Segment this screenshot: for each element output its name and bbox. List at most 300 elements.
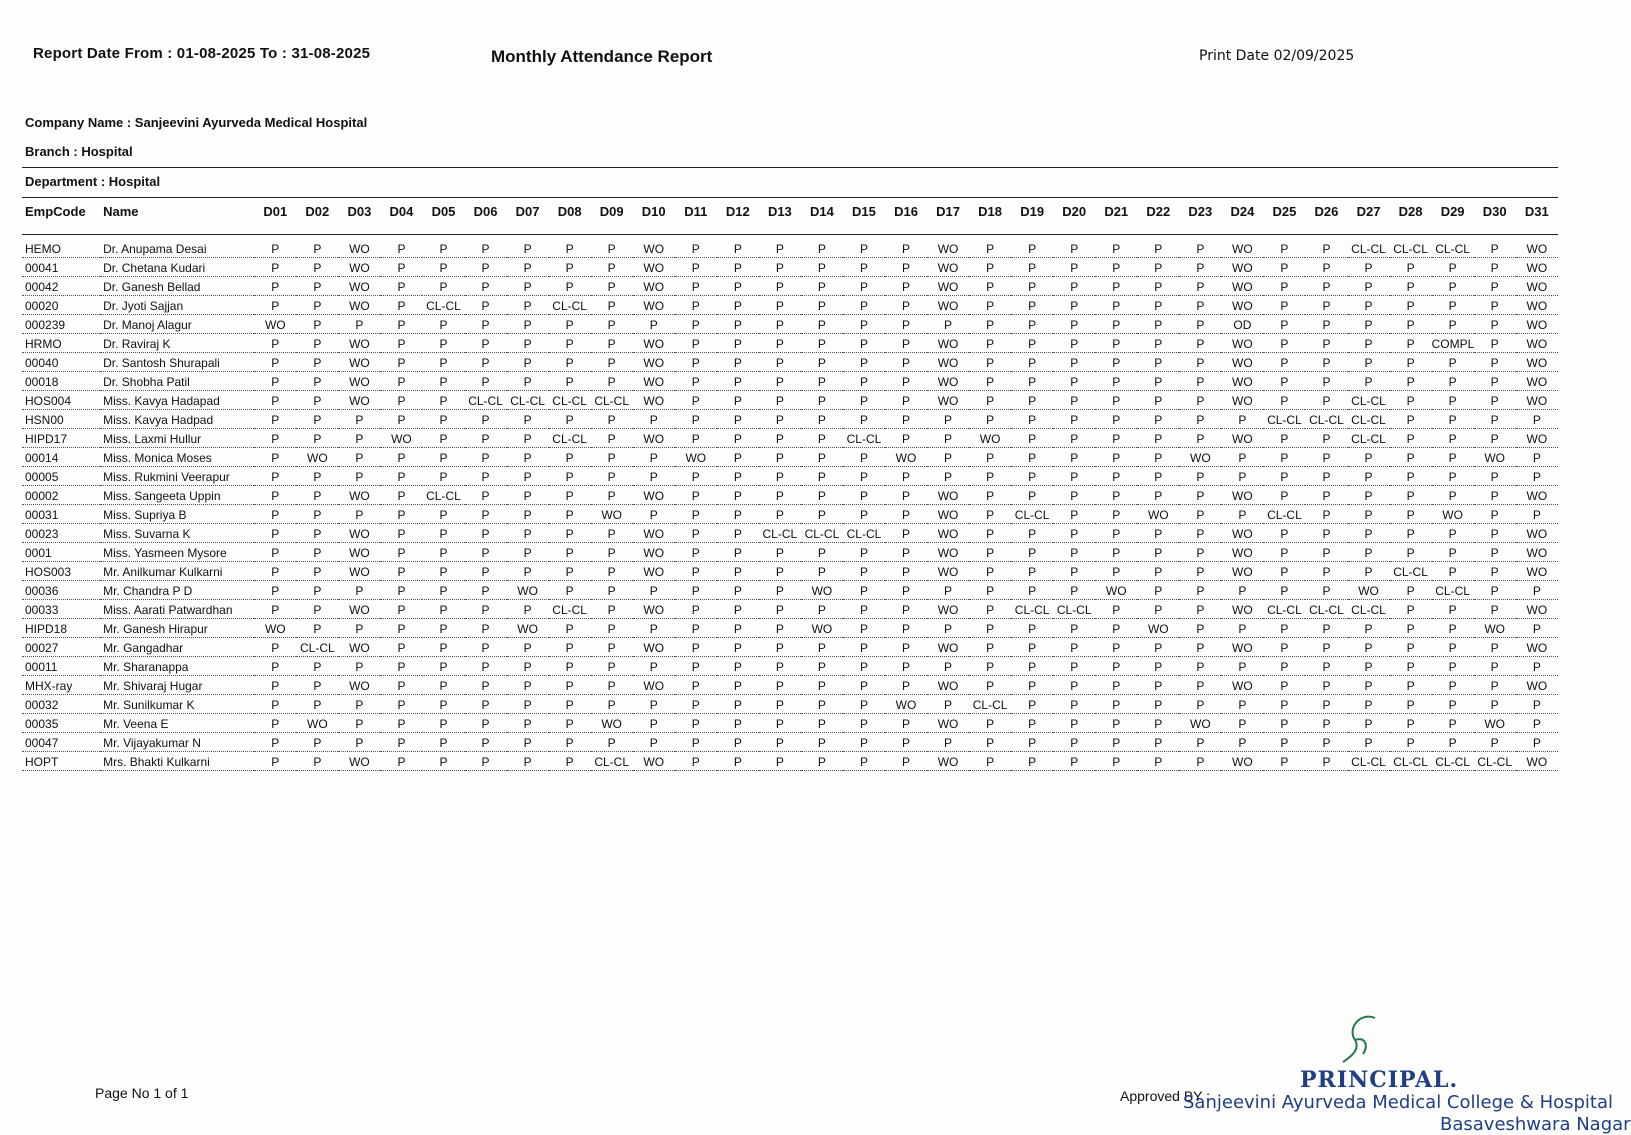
attendance-cell: P xyxy=(675,315,717,334)
attendance-cell: WO xyxy=(296,714,338,733)
attendance-cell: P xyxy=(591,410,633,429)
attendance-cell: WO xyxy=(338,600,380,619)
attendance-cell: OD xyxy=(1221,315,1263,334)
attendance-cell: P xyxy=(507,600,549,619)
attendance-cell: P xyxy=(843,277,885,296)
emp-name-cell: Dr. Manoj Alagur xyxy=(100,315,254,334)
attendance-cell: P xyxy=(1137,657,1179,676)
attendance-cell: P xyxy=(675,524,717,543)
attendance-cell: P xyxy=(1474,657,1516,676)
attendance-cell: CL-CL xyxy=(1390,752,1432,771)
attendance-cell: WO xyxy=(633,391,675,410)
attendance-cell: P xyxy=(675,239,717,258)
attendance-cell: P xyxy=(380,410,422,429)
col-header-day: D10 xyxy=(633,202,675,235)
col-header-empcode: EmpCode xyxy=(22,202,100,235)
attendance-cell: WO xyxy=(1516,258,1558,277)
emp-name-cell: Miss. Monica Moses xyxy=(100,448,254,467)
attendance-cell: P xyxy=(1516,714,1558,733)
attendance-cell: P xyxy=(422,334,464,353)
attendance-cell: P xyxy=(507,277,549,296)
attendance-cell: P xyxy=(422,524,464,543)
attendance-cell: P xyxy=(549,410,591,429)
attendance-cell: P xyxy=(465,714,507,733)
attendance-cell: P xyxy=(717,486,759,505)
attendance-cell: P xyxy=(380,581,422,600)
attendance-cell: P xyxy=(675,733,717,752)
attendance-cell: P xyxy=(1474,676,1516,695)
attendance-cell: WO xyxy=(633,277,675,296)
attendance-cell: WO xyxy=(927,296,969,315)
attendance-cell: P xyxy=(675,410,717,429)
attendance-cell: P xyxy=(465,353,507,372)
attendance-cell: P xyxy=(1348,524,1390,543)
attendance-cell: P xyxy=(1137,562,1179,581)
attendance-cell: P xyxy=(885,334,927,353)
attendance-cell: P xyxy=(969,752,1011,771)
attendance-cell: P xyxy=(1263,562,1305,581)
attendance-cell: P xyxy=(1305,315,1347,334)
emp-name-cell: Dr. Ganesh Bellad xyxy=(100,277,254,296)
attendance-cell: P xyxy=(1348,657,1390,676)
col-header-day: D24 xyxy=(1221,202,1263,235)
report-date-range: Report Date From : 01-08-2025 To : 31-08-2025 xyxy=(33,45,371,62)
attendance-cell: P xyxy=(591,657,633,676)
attendance-cell: CL-CL xyxy=(549,296,591,315)
attendance-cell: P xyxy=(969,505,1011,524)
attendance-cell: P xyxy=(1432,524,1474,543)
table-row xyxy=(22,315,1558,334)
attendance-cell: P xyxy=(927,695,969,714)
attendance-cell: P xyxy=(1305,619,1347,638)
attendance-cell: P xyxy=(1263,296,1305,315)
attendance-cell: P xyxy=(296,676,338,695)
attendance-cell: P xyxy=(380,562,422,581)
emp-code-cell: 00041 xyxy=(22,258,100,277)
attendance-cell: P xyxy=(1221,448,1263,467)
attendance-cell: P xyxy=(717,543,759,562)
attendance-cell: P xyxy=(801,467,843,486)
attendance-cell: P xyxy=(1390,315,1432,334)
attendance-cell: P xyxy=(1221,714,1263,733)
attendance-cell: P xyxy=(801,315,843,334)
attendance-cell: WO xyxy=(633,334,675,353)
attendance-cell: P xyxy=(1011,619,1053,638)
attendance-cell: P xyxy=(465,619,507,638)
emp-code-cell: HSN00 xyxy=(22,410,100,429)
attendance-cell: P xyxy=(549,752,591,771)
attendance-cell: P xyxy=(465,239,507,258)
attendance-cell: P xyxy=(549,505,591,524)
attendance-cell: P xyxy=(422,600,464,619)
table-body xyxy=(22,235,1558,771)
attendance-cell: P xyxy=(675,562,717,581)
attendance-cell: P xyxy=(1348,714,1390,733)
attendance-cell: P xyxy=(1011,676,1053,695)
attendance-cell: P xyxy=(254,752,296,771)
attendance-cell: P xyxy=(1137,277,1179,296)
attendance-cell: P xyxy=(465,448,507,467)
attendance-cell: WO xyxy=(1095,581,1137,600)
attendance-cell: P xyxy=(549,486,591,505)
attendance-cell: P xyxy=(717,391,759,410)
attendance-cell: P xyxy=(1432,315,1474,334)
attendance-cell: WO xyxy=(927,752,969,771)
attendance-cell: P xyxy=(1179,505,1221,524)
attendance-cell: WO xyxy=(1221,638,1263,657)
attendance-cell: WO xyxy=(1474,619,1516,638)
attendance-cell: CL-CL xyxy=(801,524,843,543)
attendance-cell: P xyxy=(1053,714,1095,733)
attendance-cell: P xyxy=(591,315,633,334)
attendance-cell: P xyxy=(254,296,296,315)
attendance-cell: WO xyxy=(633,239,675,258)
attendance-cell: WO xyxy=(633,524,675,543)
attendance-cell: P xyxy=(1516,410,1558,429)
attendance-cell: P xyxy=(843,714,885,733)
attendance-cell: P xyxy=(1263,467,1305,486)
attendance-cell: P xyxy=(507,467,549,486)
attendance-cell: P xyxy=(296,486,338,505)
attendance-cell: P xyxy=(759,239,801,258)
attendance-cell: P xyxy=(1137,258,1179,277)
attendance-cell: WO xyxy=(1516,676,1558,695)
attendance-cell: P xyxy=(422,258,464,277)
attendance-cell: P xyxy=(1305,372,1347,391)
attendance-cell: P xyxy=(1095,695,1137,714)
attendance-cell: WO xyxy=(927,334,969,353)
attendance-cell: P xyxy=(801,657,843,676)
attendance-cell: P xyxy=(254,467,296,486)
attendance-cell: P xyxy=(1179,600,1221,619)
attendance-cell: P xyxy=(1053,733,1095,752)
attendance-cell: P xyxy=(801,429,843,448)
attendance-cell: P xyxy=(1516,581,1558,600)
attendance-cell: CL-CL xyxy=(422,296,464,315)
attendance-cell: WO xyxy=(1221,391,1263,410)
attendance-cell: P xyxy=(254,372,296,391)
attendance-cell: P xyxy=(1179,486,1221,505)
attendance-cell: P xyxy=(1095,239,1137,258)
attendance-cell: P xyxy=(675,467,717,486)
attendance-cell: P xyxy=(969,619,1011,638)
attendance-cell: P xyxy=(1137,581,1179,600)
emp-name-cell: Dr. Jyoti Sajjan xyxy=(100,296,254,315)
attendance-cell: P xyxy=(1474,733,1516,752)
attendance-cell: P xyxy=(1221,733,1263,752)
attendance-cell: P xyxy=(1263,638,1305,657)
attendance-cell: P xyxy=(717,410,759,429)
attendance-cell: P xyxy=(549,467,591,486)
attendance-cell: P xyxy=(969,524,1011,543)
attendance-cell: P xyxy=(675,752,717,771)
attendance-cell: P xyxy=(801,733,843,752)
attendance-cell: P xyxy=(633,581,675,600)
attendance-cell: P xyxy=(549,638,591,657)
col-header-day: D01 xyxy=(254,202,296,235)
attendance-cell: P xyxy=(296,334,338,353)
attendance-cell: P xyxy=(1432,486,1474,505)
attendance-cell: P xyxy=(759,467,801,486)
attendance-cell: P xyxy=(1474,353,1516,372)
attendance-cell: P xyxy=(759,714,801,733)
table-row xyxy=(22,581,1558,600)
attendance-cell: P xyxy=(591,695,633,714)
attendance-cell: P xyxy=(1348,467,1390,486)
attendance-cell: WO xyxy=(254,315,296,334)
attendance-cell: P xyxy=(1432,448,1474,467)
attendance-cell: P xyxy=(549,543,591,562)
attendance-cell: P xyxy=(1390,467,1432,486)
attendance-cell: P xyxy=(1095,391,1137,410)
attendance-cell: P xyxy=(254,676,296,695)
attendance-cell: WO xyxy=(338,543,380,562)
attendance-cell: P xyxy=(1221,619,1263,638)
attendance-cell: P xyxy=(843,410,885,429)
attendance-cell: CL-CL xyxy=(1474,752,1516,771)
attendance-cell: P xyxy=(1263,752,1305,771)
emp-code-cell: 00033 xyxy=(22,600,100,619)
attendance-cell: P xyxy=(969,391,1011,410)
attendance-cell: P xyxy=(801,505,843,524)
attendance-cell: P xyxy=(1474,334,1516,353)
attendance-cell: P xyxy=(843,334,885,353)
attendance-cell: P xyxy=(633,733,675,752)
attendance-cell: WO xyxy=(338,334,380,353)
attendance-cell: P xyxy=(549,315,591,334)
emp-code-cell: 00040 xyxy=(22,353,100,372)
attendance-cell: WO xyxy=(633,600,675,619)
attendance-cell: WO xyxy=(1474,448,1516,467)
attendance-cell: P xyxy=(1348,543,1390,562)
attendance-cell: P xyxy=(254,410,296,429)
emp-code-cell: HIPD17 xyxy=(22,429,100,448)
attendance-cell: P xyxy=(675,258,717,277)
attendance-cell: P xyxy=(338,315,380,334)
attendance-cell: P xyxy=(717,752,759,771)
attendance-cell: P xyxy=(1095,429,1137,448)
attendance-cell: WO xyxy=(633,486,675,505)
report-title: Monthly Attendance Report xyxy=(491,47,713,66)
attendance-cell: WO xyxy=(927,562,969,581)
attendance-cell: P xyxy=(1305,638,1347,657)
attendance-cell: P xyxy=(1348,353,1390,372)
print-date: Print Date 02/09/2025 xyxy=(1199,48,1355,64)
attendance-cell: P xyxy=(717,277,759,296)
attendance-cell: P xyxy=(1011,258,1053,277)
attendance-cell: P xyxy=(1432,277,1474,296)
attendance-cell: P xyxy=(1221,695,1263,714)
attendance-cell: P xyxy=(1305,391,1347,410)
emp-name-cell: Miss. Laxmi Hullur xyxy=(100,429,254,448)
attendance-cell: P xyxy=(801,448,843,467)
attendance-cell: P xyxy=(717,448,759,467)
attendance-cell: P xyxy=(1011,467,1053,486)
attendance-cell: P xyxy=(1474,296,1516,315)
attendance-cell: P xyxy=(843,543,885,562)
attendance-cell: WO xyxy=(1221,600,1263,619)
page-number: Page No 1 of 1 xyxy=(95,1085,189,1101)
attendance-cell: P xyxy=(843,467,885,486)
attendance-cell: P xyxy=(1179,372,1221,391)
attendance-cell: P xyxy=(759,353,801,372)
attendance-cell: P xyxy=(254,581,296,600)
attendance-cell: WO xyxy=(1221,429,1263,448)
attendance-cell: CL-CL xyxy=(549,429,591,448)
attendance-cell: WO xyxy=(927,277,969,296)
attendance-cell: CL-CL xyxy=(1305,600,1347,619)
attendance-cell: P xyxy=(254,353,296,372)
attendance-cell: WO xyxy=(1221,372,1263,391)
attendance-cell: P xyxy=(801,391,843,410)
attendance-cell: WO xyxy=(885,695,927,714)
attendance-cell: P xyxy=(633,315,675,334)
attendance-cell: P xyxy=(675,676,717,695)
col-header-day: D30 xyxy=(1474,202,1516,235)
attendance-cell: WO xyxy=(633,562,675,581)
attendance-cell: WO xyxy=(1348,581,1390,600)
attendance-cell: P xyxy=(1137,486,1179,505)
emp-code-cell: HOPT xyxy=(22,752,100,771)
attendance-cell: P xyxy=(1011,486,1053,505)
attendance-cell: WO xyxy=(1516,296,1558,315)
attendance-cell: CL-CL xyxy=(1263,505,1305,524)
attendance-cell: P xyxy=(1474,543,1516,562)
attendance-cell: P xyxy=(1390,695,1432,714)
attendance-cell: P xyxy=(1011,714,1053,733)
col-header-day: D11 xyxy=(675,202,717,235)
attendance-cell: P xyxy=(1095,619,1137,638)
attendance-cell: P xyxy=(549,676,591,695)
attendance-cell: P xyxy=(1390,334,1432,353)
emp-code-cell: 00042 xyxy=(22,277,100,296)
col-header-day: D12 xyxy=(717,202,759,235)
table-row xyxy=(22,467,1558,486)
attendance-cell: CL-CL xyxy=(1348,239,1390,258)
attendance-cell: P xyxy=(633,505,675,524)
attendance-cell: P xyxy=(717,619,759,638)
attendance-cell: P xyxy=(885,258,927,277)
attendance-cell: WO xyxy=(338,277,380,296)
attendance-cell: P xyxy=(843,676,885,695)
table-row xyxy=(22,391,1558,410)
attendance-cell: P xyxy=(507,657,549,676)
attendance-cell: P xyxy=(1390,581,1432,600)
table-row xyxy=(22,410,1558,429)
attendance-cell: P xyxy=(717,467,759,486)
attendance-cell: P xyxy=(759,448,801,467)
attendance-cell: P xyxy=(675,505,717,524)
attendance-cell: P xyxy=(1263,695,1305,714)
attendance-cell: P xyxy=(885,581,927,600)
emp-name-cell: Dr. Raviraj K xyxy=(100,334,254,353)
attendance-cell: P xyxy=(1432,372,1474,391)
emp-code-cell: MHX-ray xyxy=(22,676,100,695)
attendance-cell: P xyxy=(801,638,843,657)
attendance-cell: P xyxy=(1053,239,1095,258)
col-header-day: D28 xyxy=(1390,202,1432,235)
attendance-cell: P xyxy=(254,638,296,657)
attendance-cell: P xyxy=(296,543,338,562)
attendance-cell: P xyxy=(1221,467,1263,486)
attendance-cell: P xyxy=(1516,467,1558,486)
attendance-cell: P xyxy=(465,543,507,562)
attendance-cell: P xyxy=(675,296,717,315)
attendance-cell: P xyxy=(296,733,338,752)
attendance-cell: P xyxy=(759,638,801,657)
attendance-cell: P xyxy=(507,315,549,334)
attendance-cell: P xyxy=(759,372,801,391)
attendance-cell: WO xyxy=(801,581,843,600)
attendance-cell: P xyxy=(1390,714,1432,733)
attendance-cell: WO xyxy=(1221,524,1263,543)
attendance-cell: P xyxy=(1474,315,1516,334)
attendance-cell: P xyxy=(1011,752,1053,771)
emp-name-cell: Dr. Chetana Kudari xyxy=(100,258,254,277)
attendance-cell: P xyxy=(1474,277,1516,296)
attendance-cell: WO xyxy=(1179,448,1221,467)
attendance-cell: P xyxy=(1137,372,1179,391)
attendance-cell: P xyxy=(591,733,633,752)
attendance-cell: P xyxy=(507,695,549,714)
attendance-cell: P xyxy=(1137,315,1179,334)
attendance-cell: P xyxy=(843,505,885,524)
emp-code-cell: HEMO xyxy=(22,239,100,258)
attendance-cell: P xyxy=(1348,676,1390,695)
emp-code-cell: 00023 xyxy=(22,524,100,543)
attendance-cell: P xyxy=(969,277,1011,296)
attendance-cell: P xyxy=(843,448,885,467)
table-row xyxy=(22,258,1558,277)
attendance-cell: P xyxy=(1390,296,1432,315)
attendance-cell: P xyxy=(1390,600,1432,619)
attendance-cell: P xyxy=(422,543,464,562)
attendance-cell: P xyxy=(1137,524,1179,543)
attendance-cell: P xyxy=(1011,429,1053,448)
attendance-cell: P xyxy=(675,619,717,638)
attendance-cell: P xyxy=(338,448,380,467)
col-header-day: D09 xyxy=(591,202,633,235)
attendance-cell: P xyxy=(717,258,759,277)
attendance-cell: P xyxy=(885,277,927,296)
attendance-cell: P xyxy=(633,695,675,714)
attendance-cell: P xyxy=(1053,543,1095,562)
attendance-cell: P xyxy=(1137,695,1179,714)
attendance-cell: P xyxy=(507,410,549,429)
emp-code-cell: 00036 xyxy=(22,581,100,600)
attendance-cell: P xyxy=(254,543,296,562)
attendance-cell: P xyxy=(969,239,1011,258)
attendance-cell: P xyxy=(1263,543,1305,562)
attendance-cell: P xyxy=(507,429,549,448)
attendance-cell: P xyxy=(338,657,380,676)
attendance-cell: WO xyxy=(338,353,380,372)
col-header-name: Name xyxy=(100,202,254,235)
attendance-cell: P xyxy=(507,448,549,467)
attendance-cell: P xyxy=(927,657,969,676)
attendance-cell: P xyxy=(1474,600,1516,619)
attendance-cell: P xyxy=(801,296,843,315)
attendance-cell: P xyxy=(380,638,422,657)
attendance-cell: P xyxy=(1348,638,1390,657)
attendance-cell: P xyxy=(507,239,549,258)
attendance-cell: P xyxy=(1390,543,1432,562)
attendance-cell: P xyxy=(885,562,927,581)
attendance-cell: P xyxy=(1305,752,1347,771)
attendance-cell: P xyxy=(507,486,549,505)
attendance-cell: P xyxy=(465,638,507,657)
attendance-cell: P xyxy=(1179,277,1221,296)
